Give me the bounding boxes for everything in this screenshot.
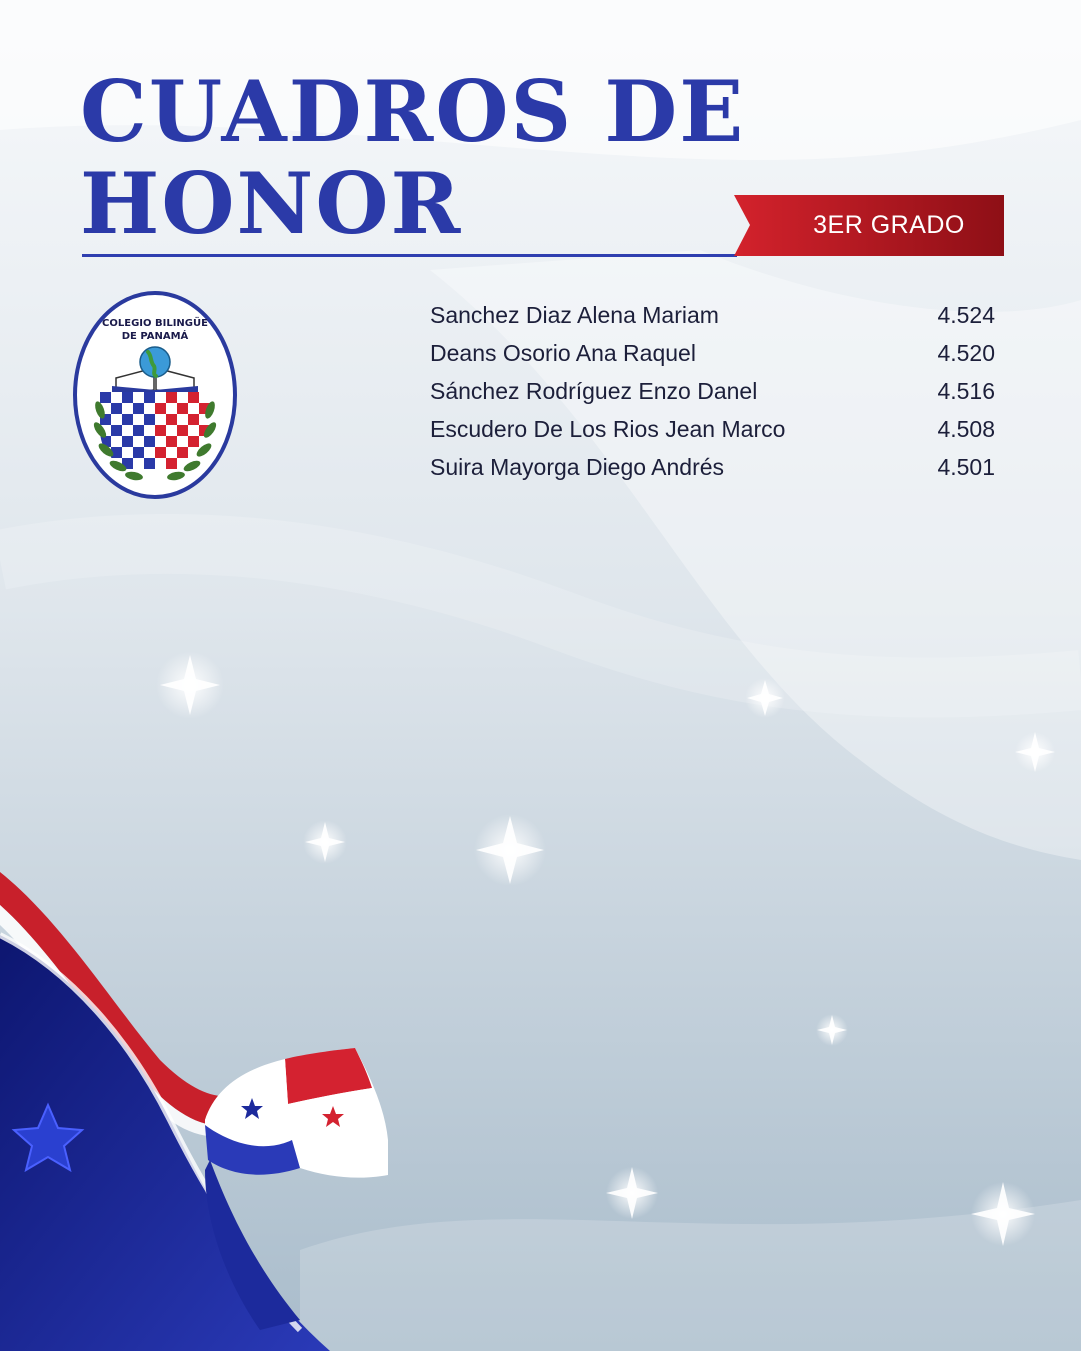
list-item <box>430 296 995 334</box>
page-title <box>80 62 746 253</box>
student-score: 4.501 <box>937 454 995 480</box>
student-name: Suira Mayorga Diego Andrés <box>430 454 725 480</box>
list-item <box>430 334 995 372</box>
list-item <box>430 448 995 486</box>
list-item <box>430 410 995 448</box>
student-score: 4.508 <box>937 416 995 442</box>
student-score: 4.520 <box>937 340 995 366</box>
grade-label: 3ER GRADO <box>813 211 965 239</box>
title-underline <box>82 254 737 257</box>
list-item <box>430 372 995 410</box>
student-name: Sánchez Rodríguez Enzo Danel <box>430 378 758 404</box>
student-name: Sanchez Diaz Alena Mariam <box>430 302 719 328</box>
grade-banner <box>734 195 1004 256</box>
svg-text:COLEGIO BILINGÜE: COLEGIO BILINGÜE <box>102 318 208 329</box>
honor-roll-list <box>430 296 995 486</box>
title-line-1: CUADROS DE <box>80 62 746 161</box>
panama-flag-ribbon <box>0 860 400 1351</box>
student-score: 4.524 <box>937 302 995 328</box>
svg-text:DE PANAMÁ: DE PANAMÁ <box>121 331 189 342</box>
student-name: Escudero De Los Rios Jean Marco <box>430 416 786 442</box>
student-score: 4.516 <box>937 378 995 404</box>
title-line-2: HONOR <box>80 154 463 253</box>
student-name: Deans Osorio Ana Raquel <box>430 340 696 366</box>
school-crest-logo <box>72 290 238 500</box>
